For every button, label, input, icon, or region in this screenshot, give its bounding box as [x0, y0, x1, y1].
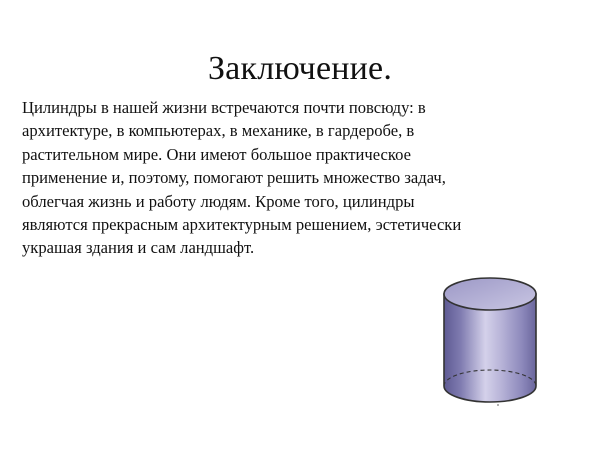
- body-line: являются прекрасным архитектурным решением, эстетически: [22, 215, 462, 235]
- slide-body: [22, 96, 582, 260]
- body-line: украшая здания и сам ландшафт.: [22, 238, 255, 258]
- cylinder-icon: [440, 272, 540, 414]
- slide-title: Заключение.: [207, 49, 393, 87]
- body-line: Цилиндры в нашей жизни встречаются почти повсюду: в: [22, 98, 426, 117]
- body-line: облегчая жизнь и работу людям. Кроме того, цилиндры: [22, 191, 415, 211]
- body-line: растительном мире. Они имеют большое практическое: [22, 144, 411, 164]
- body-line: применение и, поэтому, помогают решить множество задач,: [22, 168, 446, 188]
- cylinder-top: [444, 278, 536, 310]
- body-line: архитектуре, в компьютерах, в механике, в гардеробе, в: [22, 121, 415, 141]
- stray-dot: [497, 404, 499, 406]
